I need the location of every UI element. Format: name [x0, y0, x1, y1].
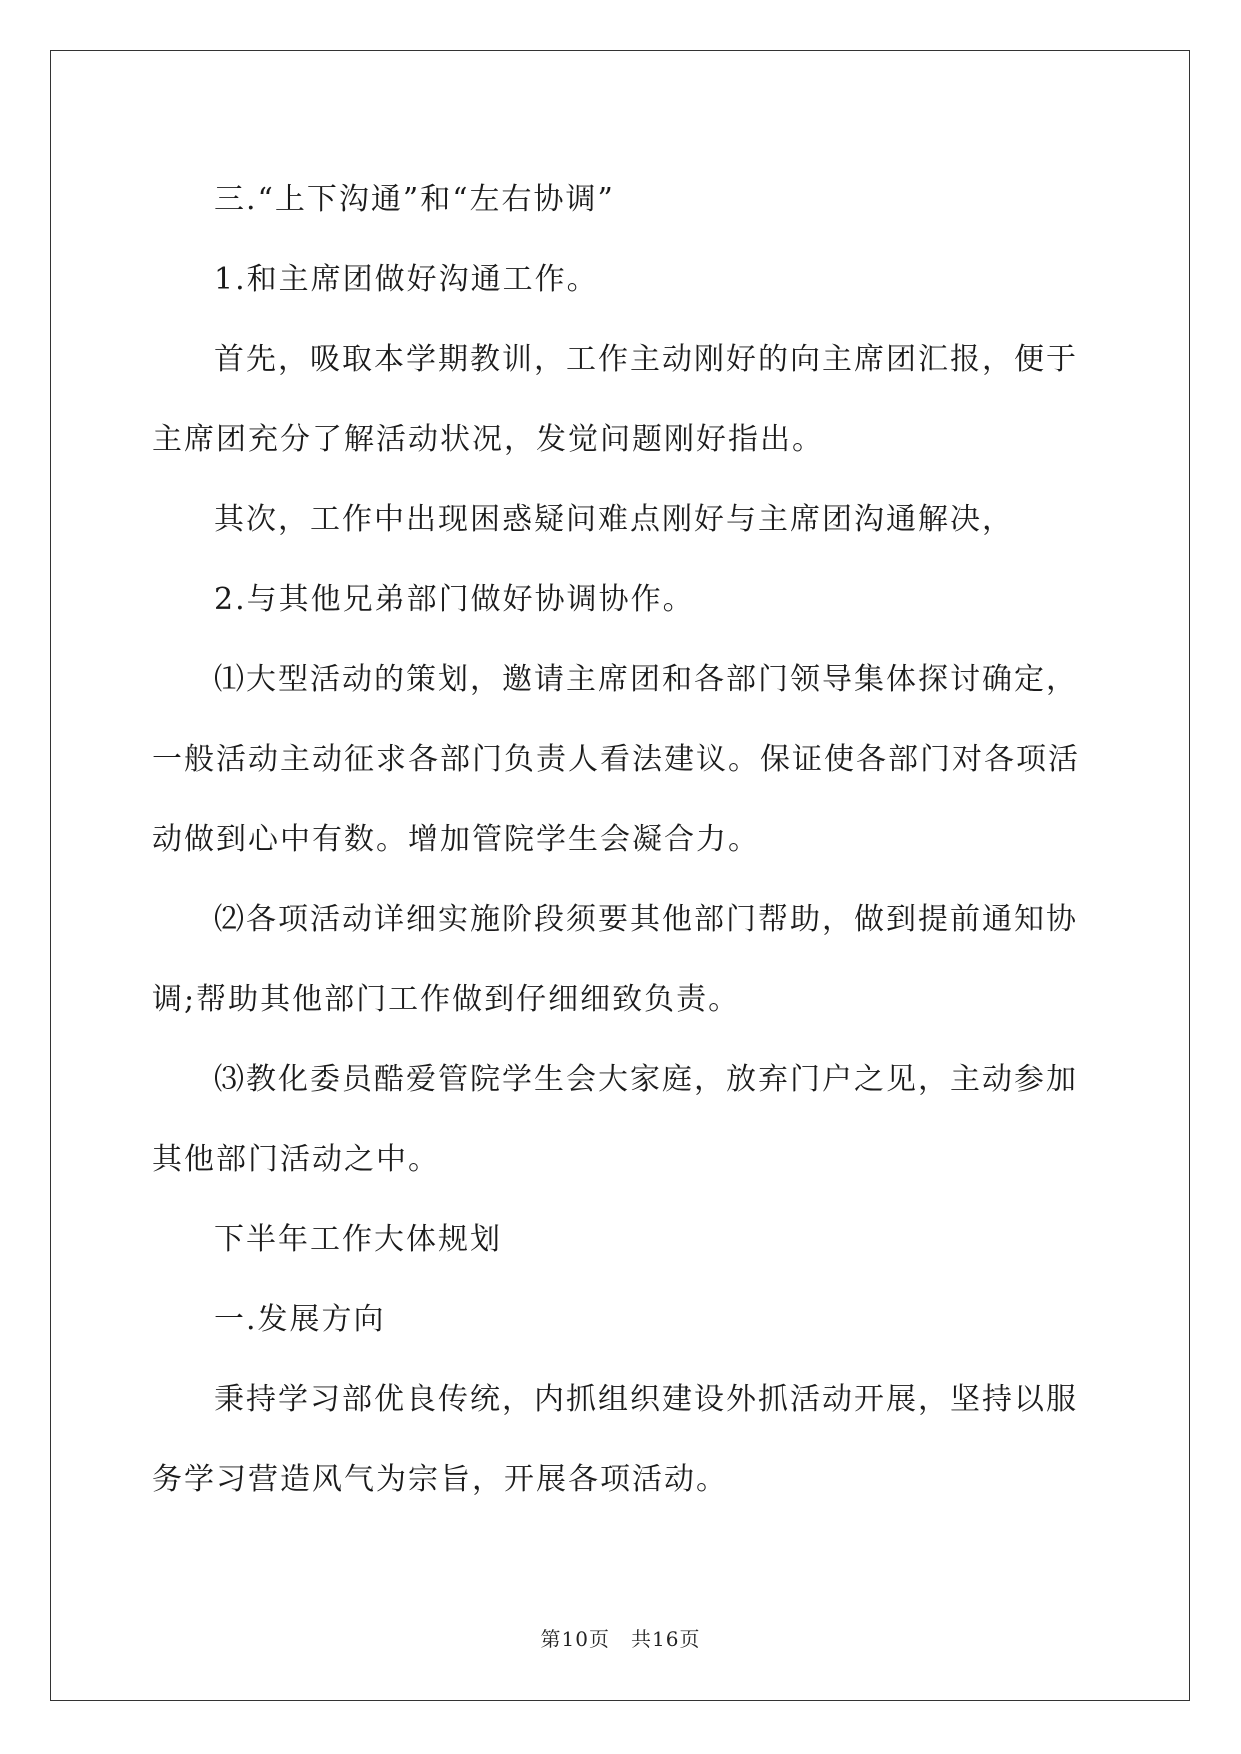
paragraph: 秉持学习部优良传统，内抓组织建设外抓活动开展，坚持以服务学习营造风气为宗旨，开展各项活动。 [152, 1382, 1078, 1497]
subheading: 2.与其他兄弟部门做好协调协作。 [214, 582, 695, 617]
subheading: 一.发展方向 [214, 1302, 386, 1337]
subheading: 1.和主席团做好沟通工作。 [214, 262, 599, 297]
paragraph: ⑶教化委员酷爱管院学生会大家庭，放弃门户之见，主动参加其他部门活动之中。 [152, 1062, 1078, 1177]
paragraph: ⑵各项活动详细实施阶段须要其他部门帮助，做到提前通知协调;帮助其他部门工作做到仔细细致负责。 [152, 902, 1078, 1017]
paragraph: 其次，工作中出现困惑疑问难点刚好与主席团沟通解决， [214, 502, 1014, 537]
page-number: 第10页 共16页 [540, 1627, 701, 1651]
document-body [152, 160, 1092, 1520]
section-heading: 下半年工作大体规划 [214, 1222, 502, 1257]
paragraph: 首先，吸取本学期教训，工作主动刚好的向主席团汇报，便于主席团充分了解活动状况，发觉问题刚好指出。 [152, 342, 1078, 457]
section-heading: 三.“上下沟通”和“左右协调” [214, 182, 615, 217]
paragraph: ⑴大型活动的策划，邀请主席团和各部门领导集体探讨确定，一般活动主动征求各部门负责人看法建议。保证使各部门对各项活动做到心中有数。增加管院学生会凝合力。 [152, 662, 1080, 857]
